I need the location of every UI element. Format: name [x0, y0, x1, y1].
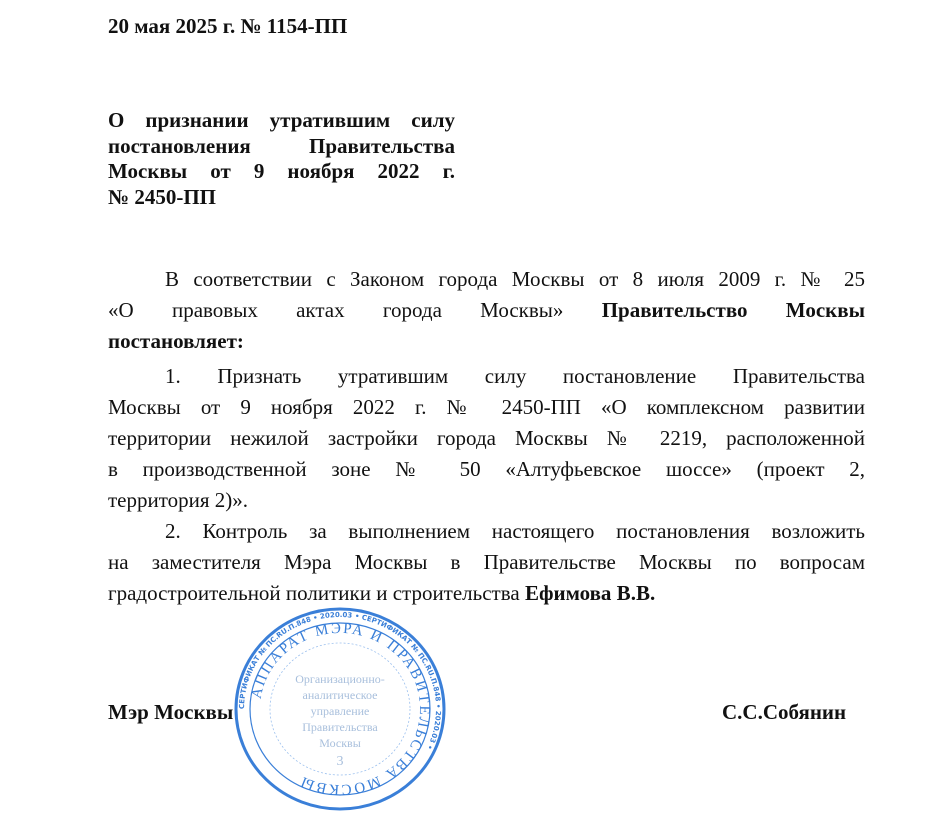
title-line: № 2450-ПП	[108, 184, 217, 209]
document-body	[108, 264, 865, 609]
text-line: территория 2)».	[108, 488, 249, 512]
signatory-name: С.С.Собянин	[722, 700, 847, 724]
title-line: постановления Правительства	[108, 133, 455, 158]
svg-text:Правительства: Правительства	[302, 720, 378, 734]
svg-text:Организационно-: Организационно-	[295, 672, 385, 686]
text-line: территории нежилой застройки города Москвы № 2219, расположенной	[108, 426, 865, 450]
item-1-paragraph	[108, 361, 865, 516]
title-line: Москвы от 9 ноября 2022 г.	[108, 159, 455, 183]
bold-text: Правительство Москвы	[601, 298, 866, 322]
document-title	[108, 108, 455, 210]
preamble-paragraph	[108, 264, 865, 357]
svg-text:аналитическое: аналитическое	[302, 688, 378, 702]
svg-text:управление: управление	[310, 704, 370, 718]
text: градостроительной политики и строительства	[108, 581, 525, 605]
text-line	[108, 295, 865, 326]
bold-text: Ефимова В.В.	[524, 581, 656, 605]
text-line: Москвы от 9 ноября 2022 г. № 2450-ПП «О комплексном развитии	[108, 395, 865, 419]
text-line: В соответствии с Законом города Москвы от 8 июля 2009 г. № 25	[165, 267, 865, 291]
text-line: 1. Признать утратившим силу постановление Правительства	[165, 364, 865, 388]
stamp-center-text	[295, 672, 385, 769]
title-line: О признании утратившим силу	[108, 108, 455, 132]
text-line: 2. Контроль за выполнением настоящего постановления возложить	[165, 519, 865, 543]
item-2-paragraph	[108, 516, 865, 609]
svg-text:3: 3	[336, 754, 344, 769]
bold-text: постановляет:	[108, 329, 244, 353]
text-line	[108, 326, 865, 357]
text: «О правовых актах города Москвы»	[108, 298, 602, 322]
text-line	[108, 578, 865, 609]
text-line: в производственной зоне № 50 «Алтуфьевское шоссе» (проект 2,	[108, 457, 865, 481]
text-line: на заместителя Мэра Москвы в Правительстве Москвы по вопросам	[108, 550, 865, 574]
official-seal-stamp	[232, 607, 448, 812]
svg-text:Москвы: Москвы	[319, 736, 361, 750]
document-date-number: 20 мая 2025 г. № 1154-ПП	[108, 14, 348, 38]
stamp-ring-text: АППАРАТ МЭРА И ПРАВИТЕЛЬСТВА МОСКВЫ	[248, 620, 433, 798]
signatory-position: Мэр Москвы	[108, 700, 234, 724]
stamp-outer-text: СЕРТИФИКАТ № ПС.RU.П.848 • 2020.03 • СЕРТИФИКАТ № ПС.RU.П.848 • 2020.03 •	[237, 610, 443, 751]
